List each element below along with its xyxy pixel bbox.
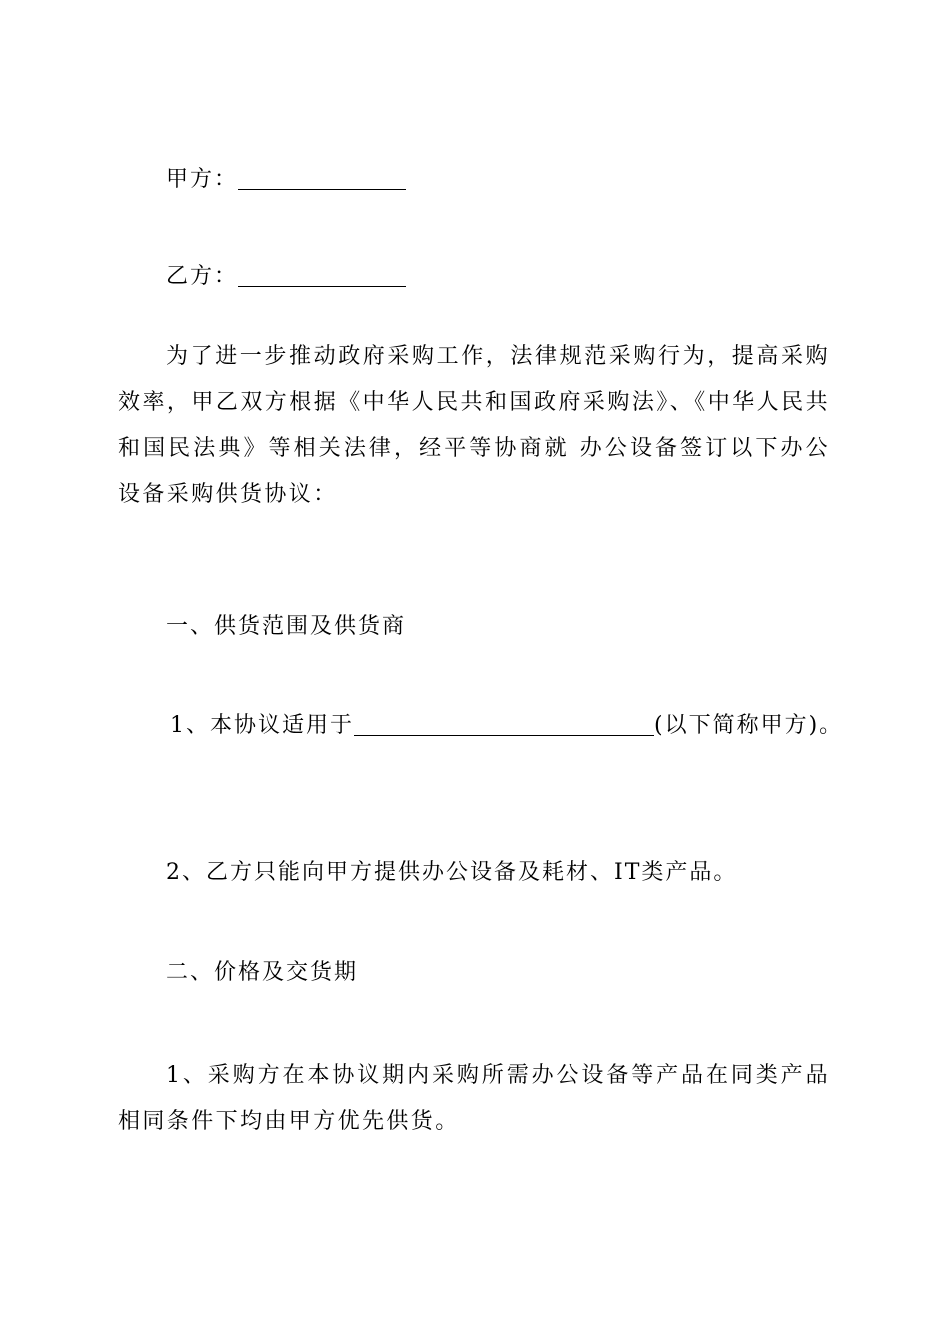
- item-1-1-blank: [354, 711, 654, 736]
- item-1-1-prefix: 1、本协议适用于: [170, 713, 354, 738]
- item-1-2: 2、乙方只能向甲方提供办公设备及耗材、IT类产品。: [166, 860, 738, 885]
- party-a-line: [166, 162, 886, 198]
- item-2-1: 1、采购方在本协议期内采购所需办公设备等产品在同类产品相同条件下均由甲方优先供货。: [118, 1063, 830, 1134]
- item-1-1-suffix: (以下简称甲方)。: [654, 713, 844, 738]
- party-b-blank: [238, 262, 406, 287]
- item-1-1: [170, 708, 890, 744]
- intro-paragraph: 为了进一步推动政府采购工作，法律规范采购行为，提高采购效率，甲乙双方根据《中华人民共和国政府采购法》、《中华人民共和国民法典》等相关法律，经平等协商就 办公设备签订以下办公设备采购供货协议：: [118, 344, 830, 507]
- section-2-heading: 二、价格及交货期: [166, 960, 359, 985]
- party-a-blank: [238, 165, 406, 190]
- section-1-heading: 一、供货范围及供货商: [166, 614, 407, 639]
- party-b-line: [166, 259, 886, 295]
- party-b-label: 乙方：: [166, 264, 239, 289]
- party-a-label: 甲方：: [166, 167, 239, 192]
